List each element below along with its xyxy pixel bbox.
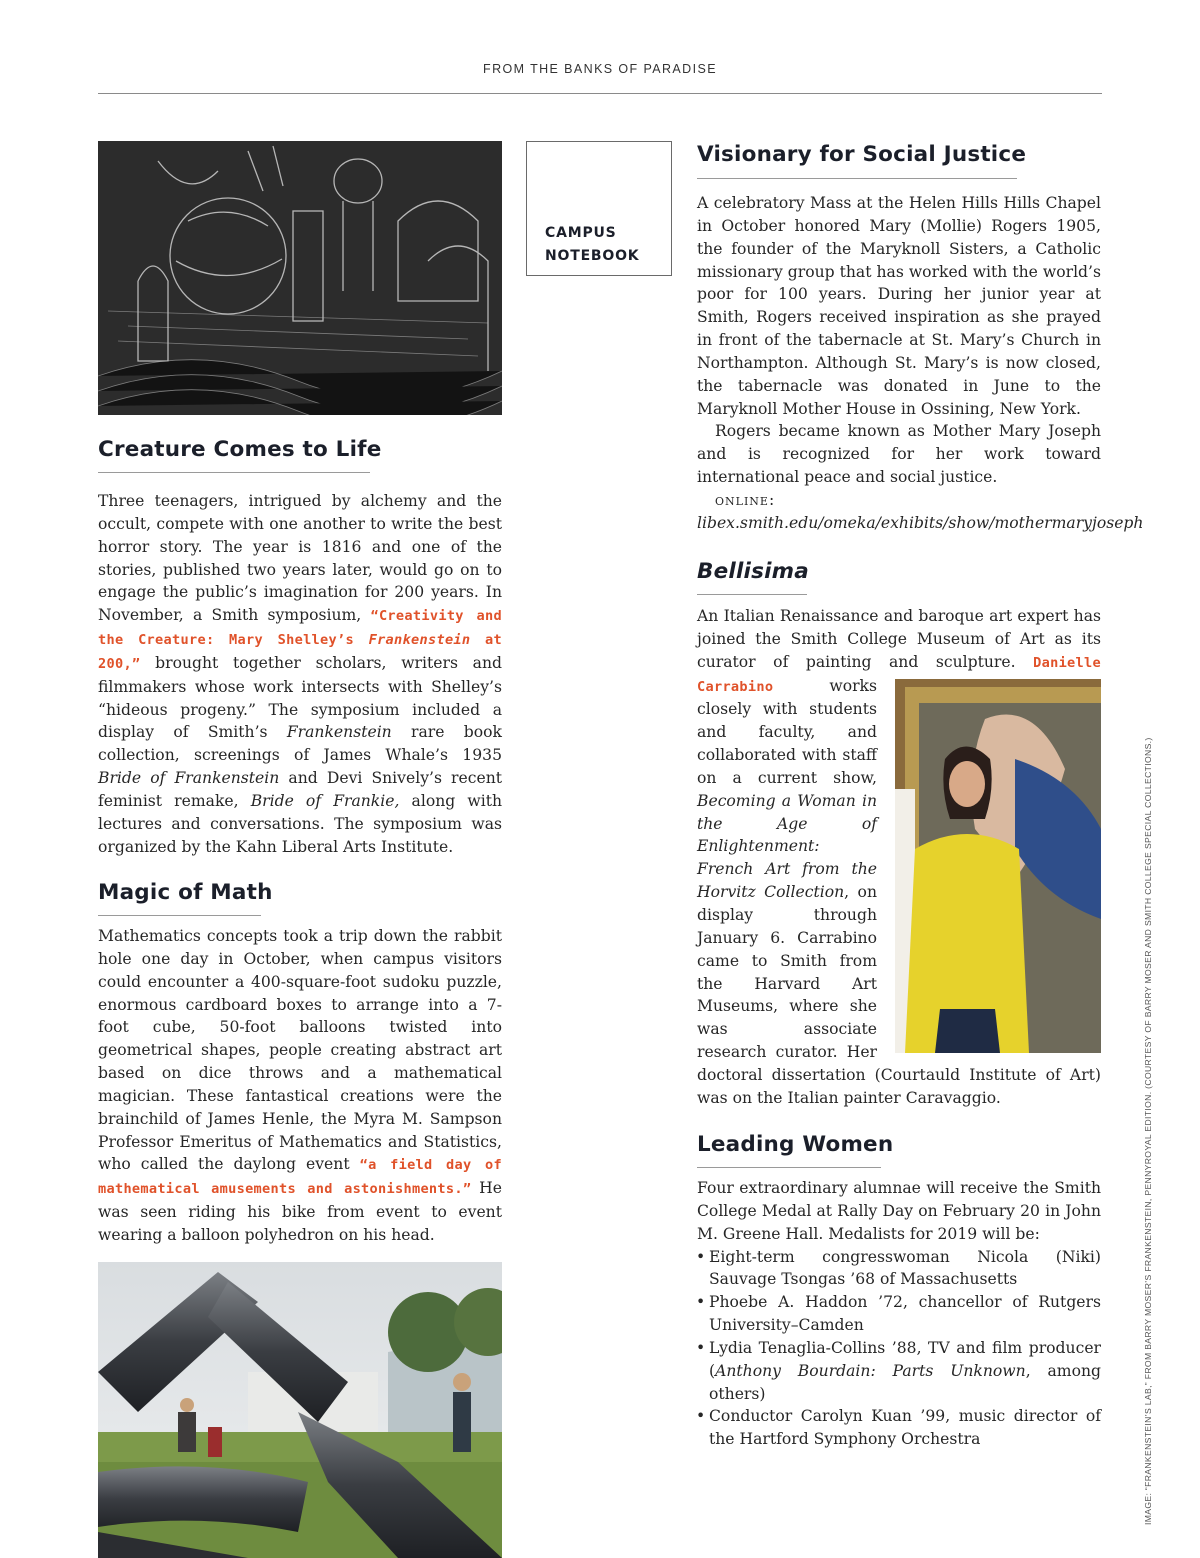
visionary-heading: Visionary for Social Justice bbox=[697, 142, 1027, 167]
creature-heading-rule bbox=[98, 472, 370, 473]
symposium-title-b: at 200,” bbox=[98, 632, 502, 672]
symposium-title-a: “Creativity and the Creature: Mary Shelley’s bbox=[98, 608, 502, 649]
bellisima-heading-rule bbox=[697, 594, 807, 595]
math-heading: Magic of Math bbox=[98, 880, 273, 905]
visionary-paragraph-2: Rogers became known as Mother Mary Joseph and is recognized for her work toward international peace and social justice. bbox=[697, 422, 1101, 487]
creature-heading: Creature Comes to Life bbox=[98, 437, 382, 462]
curator-portrait-photo bbox=[895, 679, 1101, 1053]
medalist-item bbox=[697, 1337, 1101, 1406]
creature-title3: Bride of Frankie, bbox=[250, 791, 400, 810]
medalist-3-title: Anthony Bourdain: Parts Unknown bbox=[715, 1361, 1026, 1380]
visionary-online bbox=[697, 489, 1144, 535]
medalist-item: • Conductor Carolyn Kuan ’99, music director of the Hartford Symphony Orchestra bbox=[697, 1405, 1101, 1451]
campus-notebook-line1: CAMPUS bbox=[545, 225, 617, 241]
math-paragraph bbox=[98, 925, 502, 1247]
math-text-after: He was seen riding his bike from event to event wearing a balloon polyhedron on his head. bbox=[98, 1179, 502, 1244]
math-heading-rule bbox=[98, 915, 261, 916]
creature-title1: Frankenstein bbox=[286, 723, 392, 742]
math-quote: “a field day of mathematical amusements and astonishments.” bbox=[98, 1157, 503, 1198]
header-rule bbox=[98, 93, 1102, 94]
visionary-heading-rule bbox=[697, 178, 1017, 179]
creature-text-mid2: rare book collection, screenings of James Whale’s 1935 bbox=[98, 723, 502, 765]
bellisima-heading: Bellisima bbox=[697, 559, 809, 584]
medalist-item: • Phoebe A. Haddon ’72, chancellor of Rutgers University–Camden bbox=[697, 1291, 1101, 1337]
medalist-item: • Eight-term congresswoman Nicola (Niki) Sauvage Tsongas ’68 of Massachusetts bbox=[697, 1246, 1101, 1292]
medalist-3-b: , among others) bbox=[709, 1361, 1101, 1403]
visionary-paragraph-1: A celebratory Mass at the Helen Hills Hills Chapel in October honored Mary (Mollie) Rogers 1905, the founder of the Maryknoll Sisters, a Catholic missionary group that has worked with the world’s poor for 100 years. During her junior year at Smith, Rogers received inspiration as she prayed in front of the tabernacle at St. Mary’s Church in Northampton. Although St. Mary’s is now closed, the tabernacle was donated in June to the Maryknoll Mother House in Ossining, New York. bbox=[697, 194, 1101, 418]
symposium-title-italic: Frankenstein bbox=[368, 632, 471, 649]
creature-body bbox=[98, 490, 502, 859]
math-body bbox=[98, 925, 502, 1247]
leading-heading: Leading Women bbox=[697, 1132, 894, 1157]
medalist-3-a: Lydia Tenaglia-Collins ’88, TV and film producer ( bbox=[709, 1338, 1101, 1380]
visionary-body bbox=[697, 192, 1144, 535]
bellisima-text-end: , on display through January 6. Carrabino came to Smith from the Harvard Art Museums, where she was associate research curator. Her doctoral dissertation (Courtauld Institute of Art) was on the Italian painter Caravaggio. bbox=[697, 883, 1101, 1107]
campus-notebook-box bbox=[526, 141, 672, 276]
creature-text-end: along with lectures and conversations. The symposium was organized by the Kahn Liberal Arts Institute. bbox=[98, 791, 503, 856]
online-url[interactable]: libex.smith.edu/omeka/exhibits/show/mothermaryjoseph bbox=[697, 513, 1144, 532]
creature-text-mid3: and Devi Snively’s recent feminist remake, bbox=[98, 769, 503, 810]
bellisima-body bbox=[697, 605, 1101, 1110]
creature-text-before: Three teenagers, intrigued by alchemy and the occult, compete with one another to write the best horror story. The year is 1816 and one of the stories, published two years later, would go on to engage the public’s imagination for 200 years. In November, a Smith symposium, bbox=[98, 492, 502, 625]
campus-notebook-label bbox=[545, 222, 639, 268]
creature-text-mid1: brought together scholars, writers and filmmakers whose work intersects with Shelley’s “hideous progeny.” The symposium included a display of Smith’s bbox=[98, 653, 502, 742]
curator-name: Danielle Carrabino bbox=[697, 654, 1101, 695]
balloon-polyhedron-photo bbox=[98, 1262, 502, 1558]
leading-intro: Four extraordinary alumnae will receive the Smith College Medal at Rally Day on February 20 in John M. Greene Hall. Medalists for 2019 will be: bbox=[697, 1179, 1101, 1243]
online-label: online: bbox=[715, 490, 776, 509]
campus-notebook-line2: NOTEBOOK bbox=[545, 248, 640, 264]
show-title: Becoming a Woman in the Age of Enlightenment: French Art from the Horvitz Collection bbox=[697, 791, 877, 902]
running-head: FROM THE BANKS OF PARADISE bbox=[483, 62, 717, 76]
image-credit: IMAGE: “FRANKENSTEIN’S LAB,” FROM BARRY MOSER’S FRANKENSTEIN, PENNYROYAL EDITION. (COURTESY OF BARRY MOSER AND SMITH COLLEGE SPECIAL COLLECTIONS.) bbox=[1143, 737, 1153, 1525]
leading-body bbox=[697, 1177, 1101, 1451]
math-text-before: Mathematics concepts took a trip down the rabbit hole one day in October, when campus visitors could encounter a 400-square-foot sudoku puzzle, enormous cardboard boxes to arrange into a 7-foot cube, 50-foot balloons twisted into geometrical shapes, people creating abstract art based on dice throws and a mathematical magician. These fantastical creations were the brainchild of James Henle, the Myra M. Sampson Professor Emeritus of Mathematics and Statistics, who called the daylong event bbox=[98, 927, 502, 1174]
bellisima-paragraph bbox=[697, 605, 1101, 1110]
creature-title2: Bride of Frankenstein bbox=[98, 769, 280, 788]
creature-paragraph bbox=[98, 490, 502, 859]
medalist-list bbox=[697, 1246, 1101, 1452]
leading-heading-rule bbox=[697, 1167, 881, 1168]
frankenstein-lab-engraving bbox=[98, 141, 502, 415]
bellisima-text-mid: works closely with students and faculty, and collaborated with staff on a current show, bbox=[697, 676, 877, 787]
bellisima-text-before: An Italian Renaissance and baroque art expert has joined the Smith College Museum of Art as its curator of painting and sculpture. bbox=[697, 607, 1101, 671]
